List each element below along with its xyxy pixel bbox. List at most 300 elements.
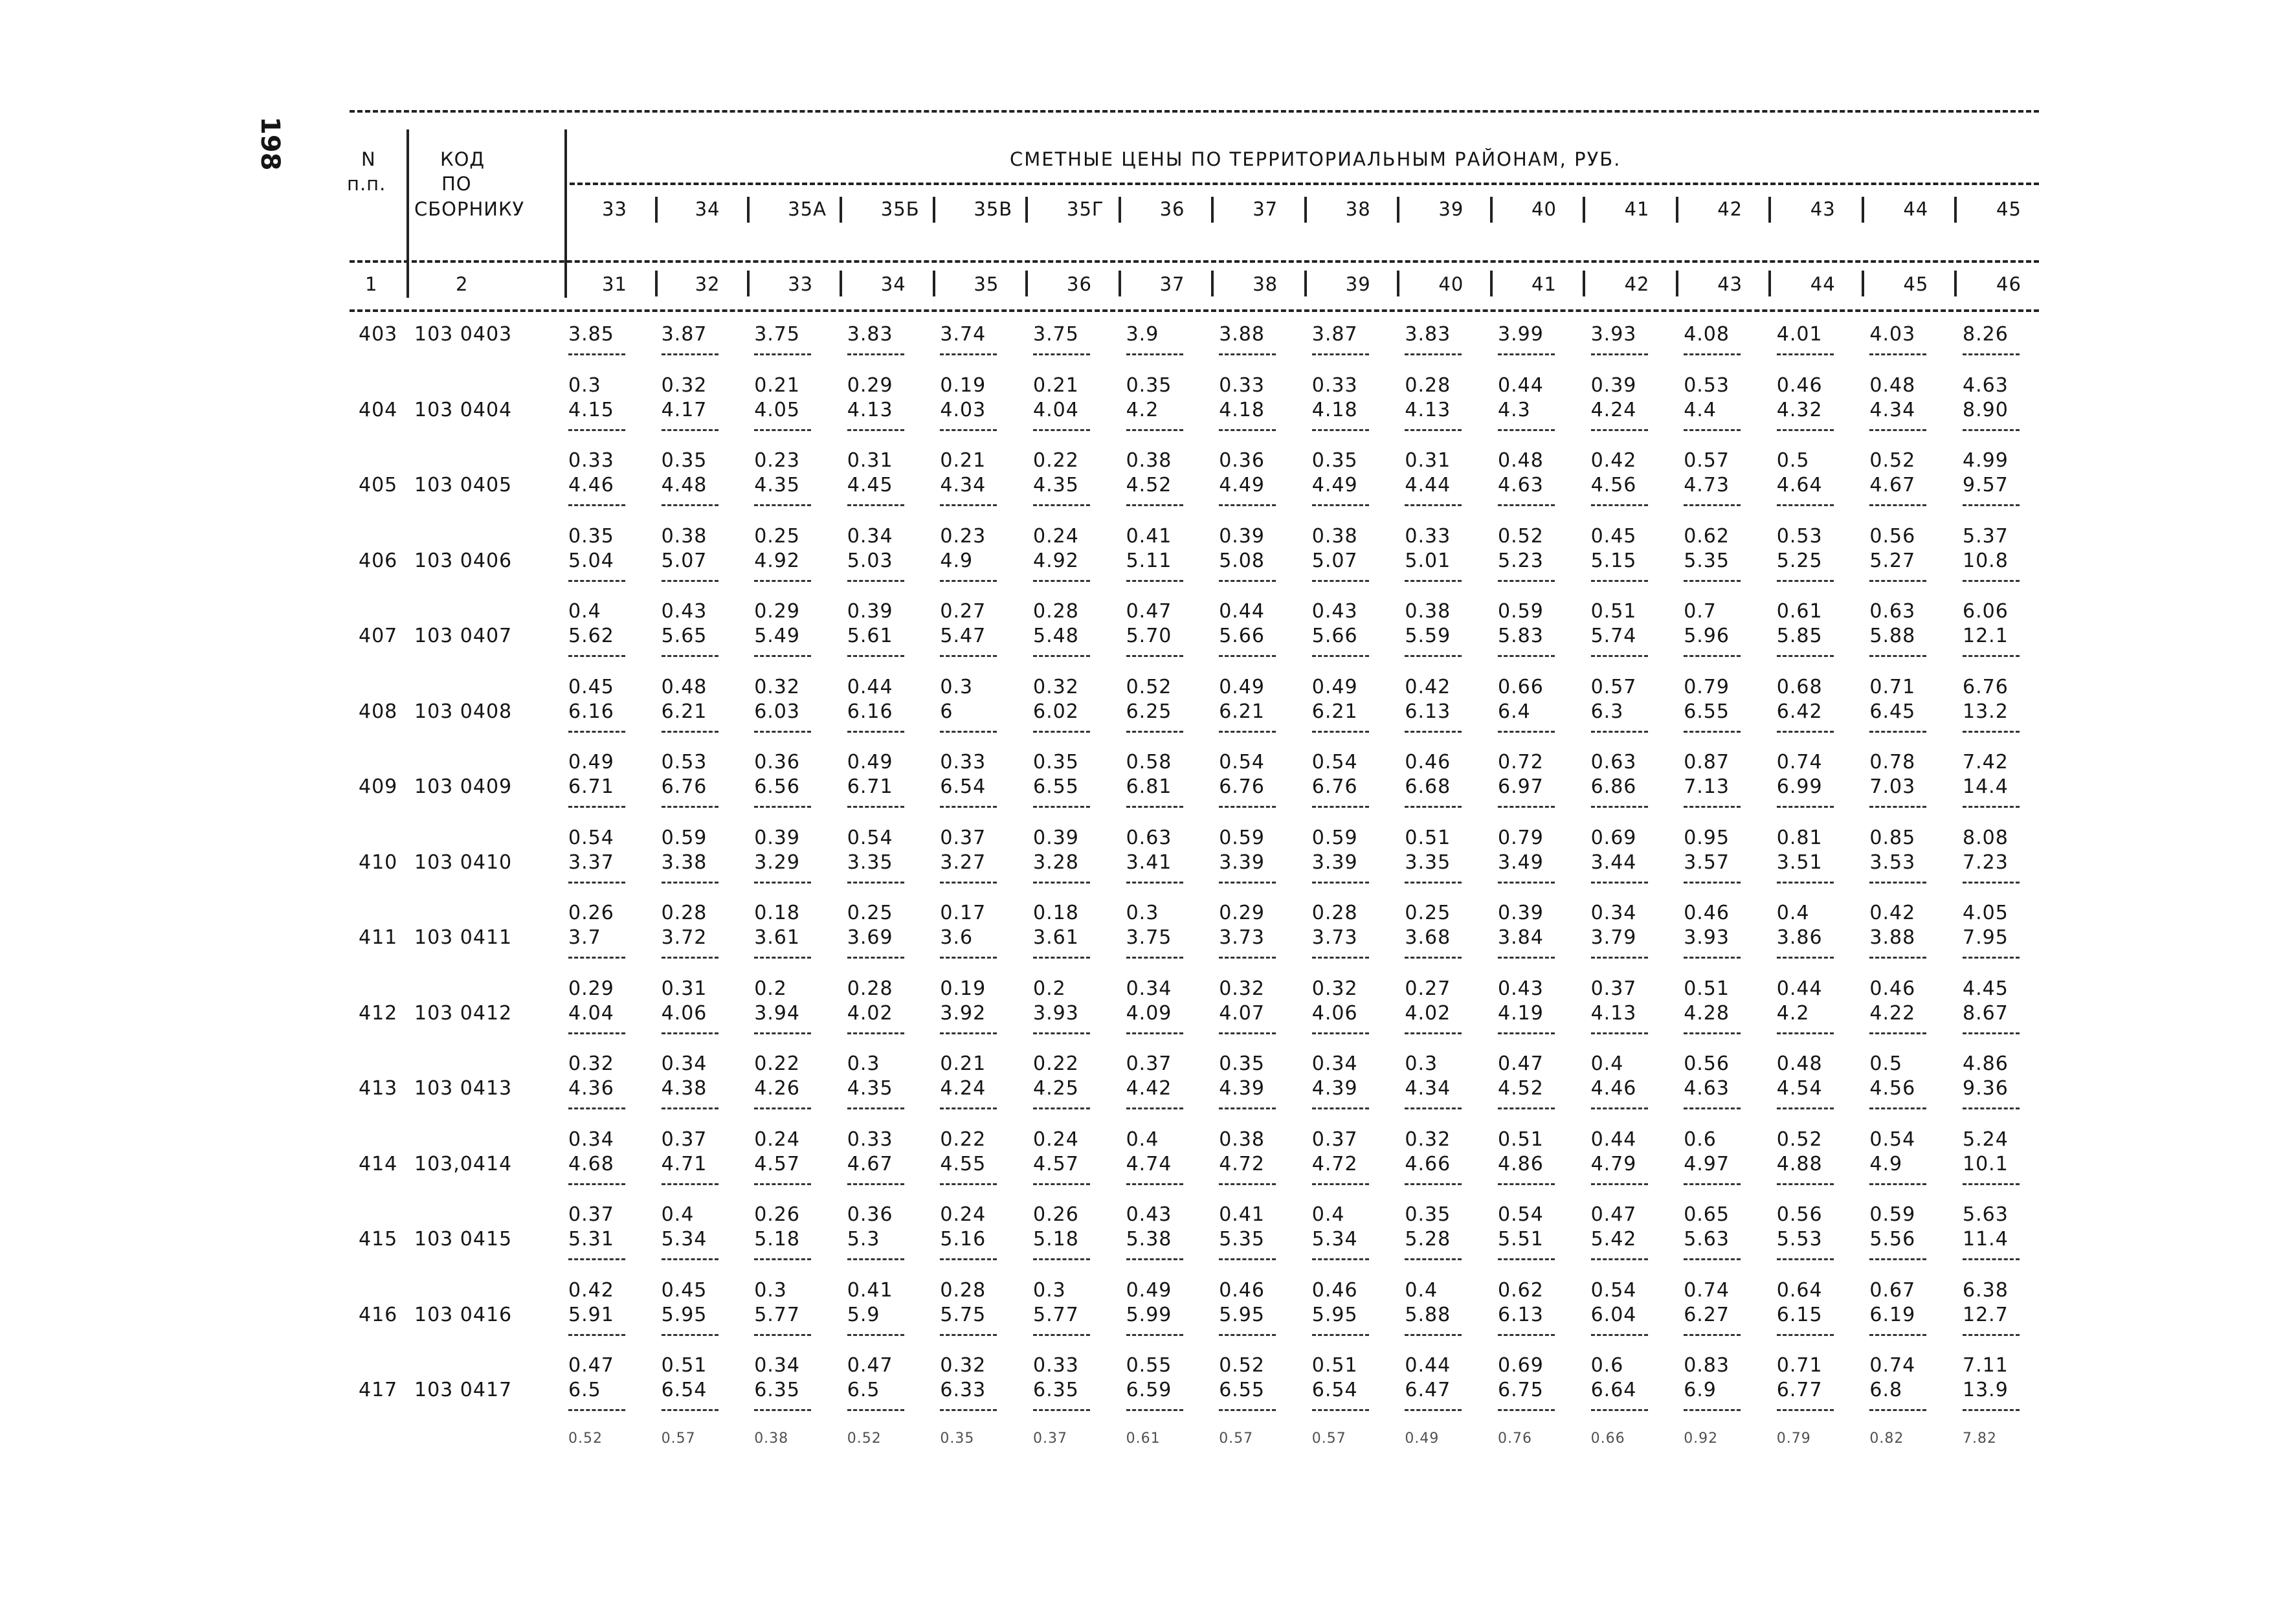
price-value: 6.4	[1498, 700, 1531, 723]
value-separator	[1126, 1334, 1183, 1336]
price-prev: 0.36	[754, 751, 800, 773]
price-prev: 0.52	[1776, 1128, 1823, 1151]
price-value: 5.9	[847, 1303, 880, 1326]
price-value: 5.83	[1498, 625, 1544, 647]
price-value: 4.4	[1684, 398, 1717, 421]
value-separator	[1684, 731, 1741, 733]
price-value: 3.68	[1405, 926, 1451, 949]
value-separator	[662, 504, 718, 506]
price-value: 10.8	[1963, 549, 2009, 572]
price-value: 5.11	[1126, 549, 1172, 572]
value-separator	[1777, 882, 1834, 884]
price-value: 3.28	[1033, 851, 1079, 874]
price-prev: 0.63	[1869, 600, 1916, 623]
value-separator	[662, 1107, 718, 1109]
price-value: 3.51	[1776, 851, 1823, 874]
price-value: 4.54	[1776, 1077, 1823, 1100]
header-divider-colnum	[747, 271, 750, 296]
district-header: 35А	[788, 198, 827, 220]
header-divider-colnum	[1768, 271, 1771, 296]
price-prev: 0.61	[1776, 600, 1823, 623]
value-separator	[662, 429, 718, 431]
price-prev: 0.3	[1126, 902, 1159, 924]
price-value: 5.75	[940, 1303, 986, 1326]
value-separator	[1126, 1409, 1183, 1411]
price-value: 12.7	[1963, 1303, 2009, 1326]
price-value: 5.16	[940, 1228, 986, 1251]
value-separator	[1033, 731, 1090, 733]
price-value: 3.44	[1590, 851, 1637, 874]
value-separator	[940, 1032, 997, 1034]
value-separator	[1126, 504, 1183, 506]
price-prev: 0.52	[1498, 524, 1544, 548]
price-value: 4.42	[1126, 1077, 1172, 1100]
value-separator	[754, 429, 811, 431]
colnum: 43	[1717, 273, 1743, 295]
header-divider-colnum	[1583, 271, 1585, 296]
price-value: 5.27	[1869, 549, 1916, 572]
price-value: 7.13	[1684, 775, 1730, 798]
value-separator	[1219, 429, 1276, 431]
value-separator	[940, 731, 997, 733]
price-prev: 0.53	[1684, 373, 1730, 397]
value-separator	[1219, 580, 1276, 582]
header-divider-district	[840, 197, 842, 223]
price-value: 4.18	[1219, 398, 1265, 421]
price-value: 4.05	[754, 398, 800, 421]
price-trailing: 0.52	[847, 1430, 882, 1447]
price-value: 5.74	[1590, 625, 1637, 647]
price-value: 4.25	[1033, 1077, 1079, 1100]
value-separator	[1591, 1032, 1648, 1034]
row-code: 103 0405	[414, 474, 513, 496]
price-value: 5.35	[1684, 549, 1730, 572]
row-number: 404	[359, 398, 398, 421]
district-header: 37	[1253, 198, 1278, 220]
value-separator	[662, 882, 718, 884]
price-value: 3.79	[1590, 926, 1637, 949]
header-divider-district	[655, 197, 658, 223]
value-separator	[568, 957, 625, 959]
value-separator	[1963, 504, 2020, 506]
price-value: 3.87	[661, 323, 707, 346]
price-value: 3.27	[940, 851, 986, 874]
price-prev: 0.6	[1590, 1354, 1624, 1377]
value-separator	[940, 1107, 997, 1109]
price-prev: 0.35	[1219, 1052, 1265, 1075]
price-prev: 0.87	[1684, 751, 1730, 773]
price-prev: 0.38	[1311, 524, 1358, 548]
price-value: 5.03	[847, 549, 893, 572]
price-value: 3.73	[1311, 926, 1358, 949]
header-divider-code	[564, 129, 567, 298]
value-separator	[1126, 1107, 1183, 1109]
price-prev: 0.34	[1590, 902, 1637, 924]
price-prev: 0.5	[1776, 449, 1810, 472]
price-prev: 0.49	[568, 751, 614, 773]
row-code: 103 0406	[414, 549, 513, 572]
value-separator	[1963, 1334, 2020, 1336]
value-separator	[1219, 1032, 1276, 1034]
price-value: 6.45	[1869, 700, 1916, 723]
price-prev: 0.37	[568, 1203, 614, 1226]
header-divider-colnum	[840, 271, 842, 296]
price-prev: 0.22	[1033, 1052, 1079, 1075]
price-value: 5.70	[1126, 625, 1172, 647]
price-prev: 0.46	[1405, 751, 1451, 773]
value-separator	[754, 353, 811, 355]
price-value: 5.66	[1311, 625, 1358, 647]
price-value: 3.37	[568, 851, 614, 874]
value-separator	[1312, 580, 1369, 582]
price-prev: 0.71	[1776, 1354, 1823, 1377]
price-value: 4.92	[1033, 549, 1079, 572]
value-separator	[940, 806, 997, 808]
value-separator	[1498, 353, 1555, 355]
price-value: 3.35	[847, 851, 893, 874]
colnum: 45	[1903, 273, 1929, 295]
row-code: 103 0416	[414, 1303, 513, 1326]
value-separator	[940, 580, 997, 582]
colnum: 38	[1253, 273, 1278, 295]
price-prev: 4.05	[1963, 902, 2009, 924]
price-value: 3.93	[1684, 926, 1730, 949]
value-separator	[568, 1183, 625, 1185]
value-separator	[662, 806, 718, 808]
price-value: 6.59	[1126, 1379, 1172, 1401]
value-separator	[1777, 580, 1834, 582]
price-value: 6.02	[1033, 700, 1079, 723]
price-value: 3.35	[1405, 851, 1451, 874]
price-prev: 0.26	[1033, 1203, 1079, 1226]
price-value: 4.56	[1590, 474, 1637, 496]
price-prev: 0.83	[1684, 1354, 1730, 1377]
value-separator	[1405, 429, 1462, 431]
price-value: 6.13	[1405, 700, 1451, 723]
price-prev: 0.51	[1590, 600, 1637, 623]
value-separator	[1591, 1107, 1648, 1109]
value-separator	[1498, 429, 1555, 431]
price-prev: 0.32	[754, 675, 800, 698]
price-value: 6.33	[940, 1379, 986, 1401]
price-prev: 0.36	[1219, 449, 1265, 472]
price-prev: 0.33	[1219, 373, 1265, 397]
price-value: 5.95	[1311, 1303, 1358, 1326]
value-separator	[1869, 957, 1926, 959]
price-prev: 0.58	[1126, 751, 1172, 773]
value-separator	[847, 957, 904, 959]
price-prev: 0.34	[1311, 1052, 1358, 1075]
value-separator	[568, 353, 625, 355]
value-separator	[1963, 1032, 2020, 1034]
price-trailing: 0.49	[1405, 1430, 1440, 1447]
price-value: 6.47	[1405, 1379, 1451, 1401]
colnum-2: 2	[456, 273, 469, 295]
price-prev: 0.46	[1219, 1278, 1265, 1302]
colnum: 34	[880, 273, 906, 295]
value-separator	[1963, 1107, 2020, 1109]
price-prev: 0.95	[1684, 826, 1730, 849]
value-separator	[1498, 1258, 1555, 1260]
price-prev: 0.42	[1590, 449, 1637, 472]
header-n: N	[361, 148, 376, 170]
price-prev: 0.46	[1869, 977, 1916, 1000]
value-separator	[940, 429, 997, 431]
value-separator	[847, 655, 904, 657]
value-separator	[1033, 1334, 1090, 1336]
district-header: 41	[1624, 198, 1650, 220]
price-prev: 0.26	[568, 902, 614, 924]
header-divider-colnum	[1676, 271, 1678, 296]
header-divider-colnum	[1862, 271, 1864, 296]
price-prev: 0.41	[1219, 1203, 1265, 1226]
value-separator	[1869, 655, 1926, 657]
value-separator	[1219, 882, 1276, 884]
value-separator	[1777, 731, 1834, 733]
price-value: 3.75	[754, 323, 800, 346]
price-value: 5.51	[1498, 1228, 1544, 1251]
value-separator	[1033, 1409, 1090, 1411]
price-value: 5.15	[1590, 549, 1637, 572]
header-code-3: СБОРНИКУ	[414, 198, 525, 220]
price-prev: 0.85	[1869, 826, 1916, 849]
price-value: 4.22	[1869, 1001, 1916, 1025]
price-value: 5.18	[1033, 1228, 1079, 1251]
value-separator	[1126, 731, 1183, 733]
price-prev: 0.33	[847, 1128, 893, 1151]
price-value: 5.25	[1776, 549, 1823, 572]
price-value: 6.35	[754, 1379, 800, 1401]
colnum: 41	[1531, 273, 1557, 295]
value-separator	[662, 1334, 718, 1336]
value-separator	[754, 1334, 811, 1336]
price-value: 5.07	[1311, 549, 1358, 572]
value-separator	[662, 1183, 718, 1185]
value-separator	[1869, 580, 1926, 582]
header-title: СМЕТНЫЕ ЦЕНЫ ПО ТЕРРИТОРИАЛЬНЫМ РАЙОНАМ, РУБ.	[1010, 148, 1621, 170]
price-prev: 0.63	[1126, 826, 1172, 849]
price-value: 4.19	[1498, 1001, 1544, 1025]
price-value: 5.07	[661, 549, 707, 572]
price-value: 3.73	[1219, 926, 1265, 949]
header-divider-n	[406, 129, 409, 298]
price-value: 3.9	[1126, 323, 1159, 346]
value-separator	[847, 1107, 904, 1109]
price-value: 4.39	[1219, 1077, 1265, 1100]
row-number: 409	[359, 775, 398, 798]
price-prev: 0.28	[847, 977, 893, 1000]
price-value: 5.88	[1405, 1303, 1451, 1326]
district-header: 39	[1438, 198, 1464, 220]
value-separator	[1219, 504, 1276, 506]
price-prev: 0.59	[1869, 1203, 1916, 1226]
price-prev: 0.19	[940, 373, 986, 397]
price-prev: 0.23	[754, 449, 800, 472]
value-separator	[1405, 957, 1462, 959]
price-prev: 0.3	[847, 1052, 880, 1075]
value-separator	[1405, 882, 1462, 884]
price-value: 6.5	[568, 1379, 601, 1401]
price-prev: 0.37	[1126, 1052, 1172, 1075]
price-prev: 0.56	[1776, 1203, 1823, 1226]
price-prev: 0.32	[1219, 977, 1265, 1000]
price-value: 6.27	[1684, 1303, 1730, 1326]
price-prev: 0.34	[847, 524, 893, 548]
price-prev: 0.46	[1776, 373, 1823, 397]
price-value: 5.42	[1590, 1228, 1637, 1251]
value-separator	[1777, 353, 1834, 355]
value-separator	[1405, 1107, 1462, 1109]
price-value: 12.1	[1963, 625, 2009, 647]
value-separator	[847, 1258, 904, 1260]
value-separator	[1869, 1334, 1926, 1336]
value-separator	[1126, 1183, 1183, 1185]
value-separator	[1963, 1409, 2020, 1411]
price-trailing: 0.57	[1219, 1430, 1254, 1447]
value-separator	[847, 731, 904, 733]
value-separator	[568, 1032, 625, 1034]
price-prev: 0.59	[1498, 600, 1544, 623]
colnum: 46	[1996, 273, 2021, 295]
value-separator	[662, 1409, 718, 1411]
district-header: 35В	[974, 198, 1013, 220]
price-value: 4.06	[1311, 1001, 1358, 1025]
price-prev: 0.55	[1126, 1354, 1172, 1377]
value-separator	[1963, 580, 2020, 582]
price-prev: 0.29	[754, 600, 800, 623]
header-divider-district	[1397, 197, 1399, 223]
price-prev: 4.45	[1963, 977, 2009, 1000]
value-separator	[1219, 1107, 1276, 1109]
row-number: 414	[359, 1152, 398, 1175]
row-code: 103 0417	[414, 1379, 513, 1401]
price-value: 4.49	[1311, 474, 1358, 496]
price-prev: 0.41	[847, 1278, 893, 1302]
price-value: 4.66	[1405, 1152, 1451, 1175]
value-separator	[1591, 957, 1648, 959]
price-value: 5.65	[661, 625, 707, 647]
value-separator	[847, 1032, 904, 1034]
value-separator	[568, 882, 625, 884]
header-divider-district	[1862, 197, 1864, 223]
price-value: 6.77	[1776, 1379, 1823, 1401]
value-separator	[1684, 1258, 1741, 1260]
price-prev: 0.81	[1776, 826, 1823, 849]
price-prev: 0.59	[1219, 826, 1265, 849]
value-separator	[662, 353, 718, 355]
colnum: 31	[602, 273, 627, 295]
price-prev: 6.38	[1963, 1278, 2009, 1302]
price-prev: 8.08	[1963, 826, 2009, 849]
header-divider-district	[1954, 197, 1957, 223]
price-prev: 0.38	[1405, 600, 1451, 623]
value-separator	[1312, 504, 1369, 506]
row-number: 408	[359, 700, 398, 723]
price-value: 4.46	[568, 474, 614, 496]
price-prev: 0.2	[754, 977, 787, 1000]
price-trailing: 0.79	[1776, 1430, 1811, 1447]
price-value: 3.94	[754, 1001, 800, 1025]
price-prev: 0.54	[1311, 751, 1358, 773]
price-value: 4.38	[661, 1077, 707, 1100]
price-prev: 0.3	[754, 1278, 787, 1302]
price-prev: 0.37	[661, 1128, 707, 1151]
price-prev: 0.37	[940, 826, 986, 849]
value-separator	[1312, 429, 1369, 431]
price-value: 6.21	[1311, 700, 1358, 723]
price-value: 4.28	[1684, 1001, 1730, 1025]
value-separator	[1498, 882, 1555, 884]
value-separator	[754, 1107, 811, 1109]
value-separator	[1498, 1334, 1555, 1336]
value-separator	[1312, 353, 1369, 355]
price-trailing: 0.35	[940, 1430, 975, 1447]
header-divider-district	[1304, 197, 1307, 223]
value-separator	[662, 1032, 718, 1034]
value-separator	[1219, 1409, 1276, 1411]
price-prev: 0.57	[1590, 675, 1637, 698]
price-prev: 0.24	[1033, 524, 1079, 548]
price-trailing: 0.57	[1311, 1430, 1346, 1447]
value-separator	[1219, 806, 1276, 808]
price-prev: 0.45	[568, 675, 614, 698]
value-separator	[568, 504, 625, 506]
district-header: 35Б	[880, 198, 920, 220]
value-separator	[847, 1409, 904, 1411]
header-divider-colnum	[1304, 271, 1307, 296]
price-value: 4.49	[1219, 474, 1265, 496]
value-separator	[568, 1107, 625, 1109]
price-value: 4.67	[847, 1152, 893, 1175]
value-separator	[1219, 353, 1276, 355]
row-number: 405	[359, 474, 398, 496]
price-value: 6.5	[847, 1379, 880, 1401]
price-value: 4.35	[754, 474, 800, 496]
price-prev: 0.4	[1776, 902, 1810, 924]
price-prev: 0.54	[1590, 1278, 1637, 1302]
value-separator	[1312, 1032, 1369, 1034]
price-prev: 0.56	[1684, 1052, 1730, 1075]
value-separator	[1777, 1107, 1834, 1109]
price-value: 6.81	[1126, 775, 1172, 798]
price-prev: 0.22	[754, 1052, 800, 1075]
value-separator	[1963, 1258, 2020, 1260]
price-prev: 0.68	[1776, 675, 1823, 698]
price-prev: 0.54	[568, 826, 614, 849]
price-value: 7.23	[1963, 851, 2009, 874]
price-prev: 0.35	[1405, 1203, 1451, 1226]
price-value: 6.76	[661, 775, 707, 798]
price-prev: 0.3	[1405, 1052, 1438, 1075]
value-separator	[1777, 1409, 1834, 1411]
price-prev: 0.57	[1684, 449, 1730, 472]
price-value: 5.56	[1869, 1228, 1916, 1251]
price-value: 6.42	[1776, 700, 1823, 723]
price-value: 8.26	[1963, 323, 2009, 346]
price-prev: 0.67	[1869, 1278, 1916, 1302]
price-prev: 0.47	[1498, 1052, 1544, 1075]
price-trailing: 0.38	[754, 1430, 789, 1447]
price-prev: 5.24	[1963, 1128, 2009, 1151]
price-value: 7.03	[1869, 775, 1916, 798]
value-separator	[1219, 731, 1276, 733]
price-value: 6.16	[568, 700, 614, 723]
value-separator	[940, 1334, 997, 1336]
price-prev: 0.35	[1033, 751, 1079, 773]
price-prev: 0.39	[1033, 826, 1079, 849]
price-prev: 0.2	[1033, 977, 1066, 1000]
value-separator	[1684, 806, 1741, 808]
